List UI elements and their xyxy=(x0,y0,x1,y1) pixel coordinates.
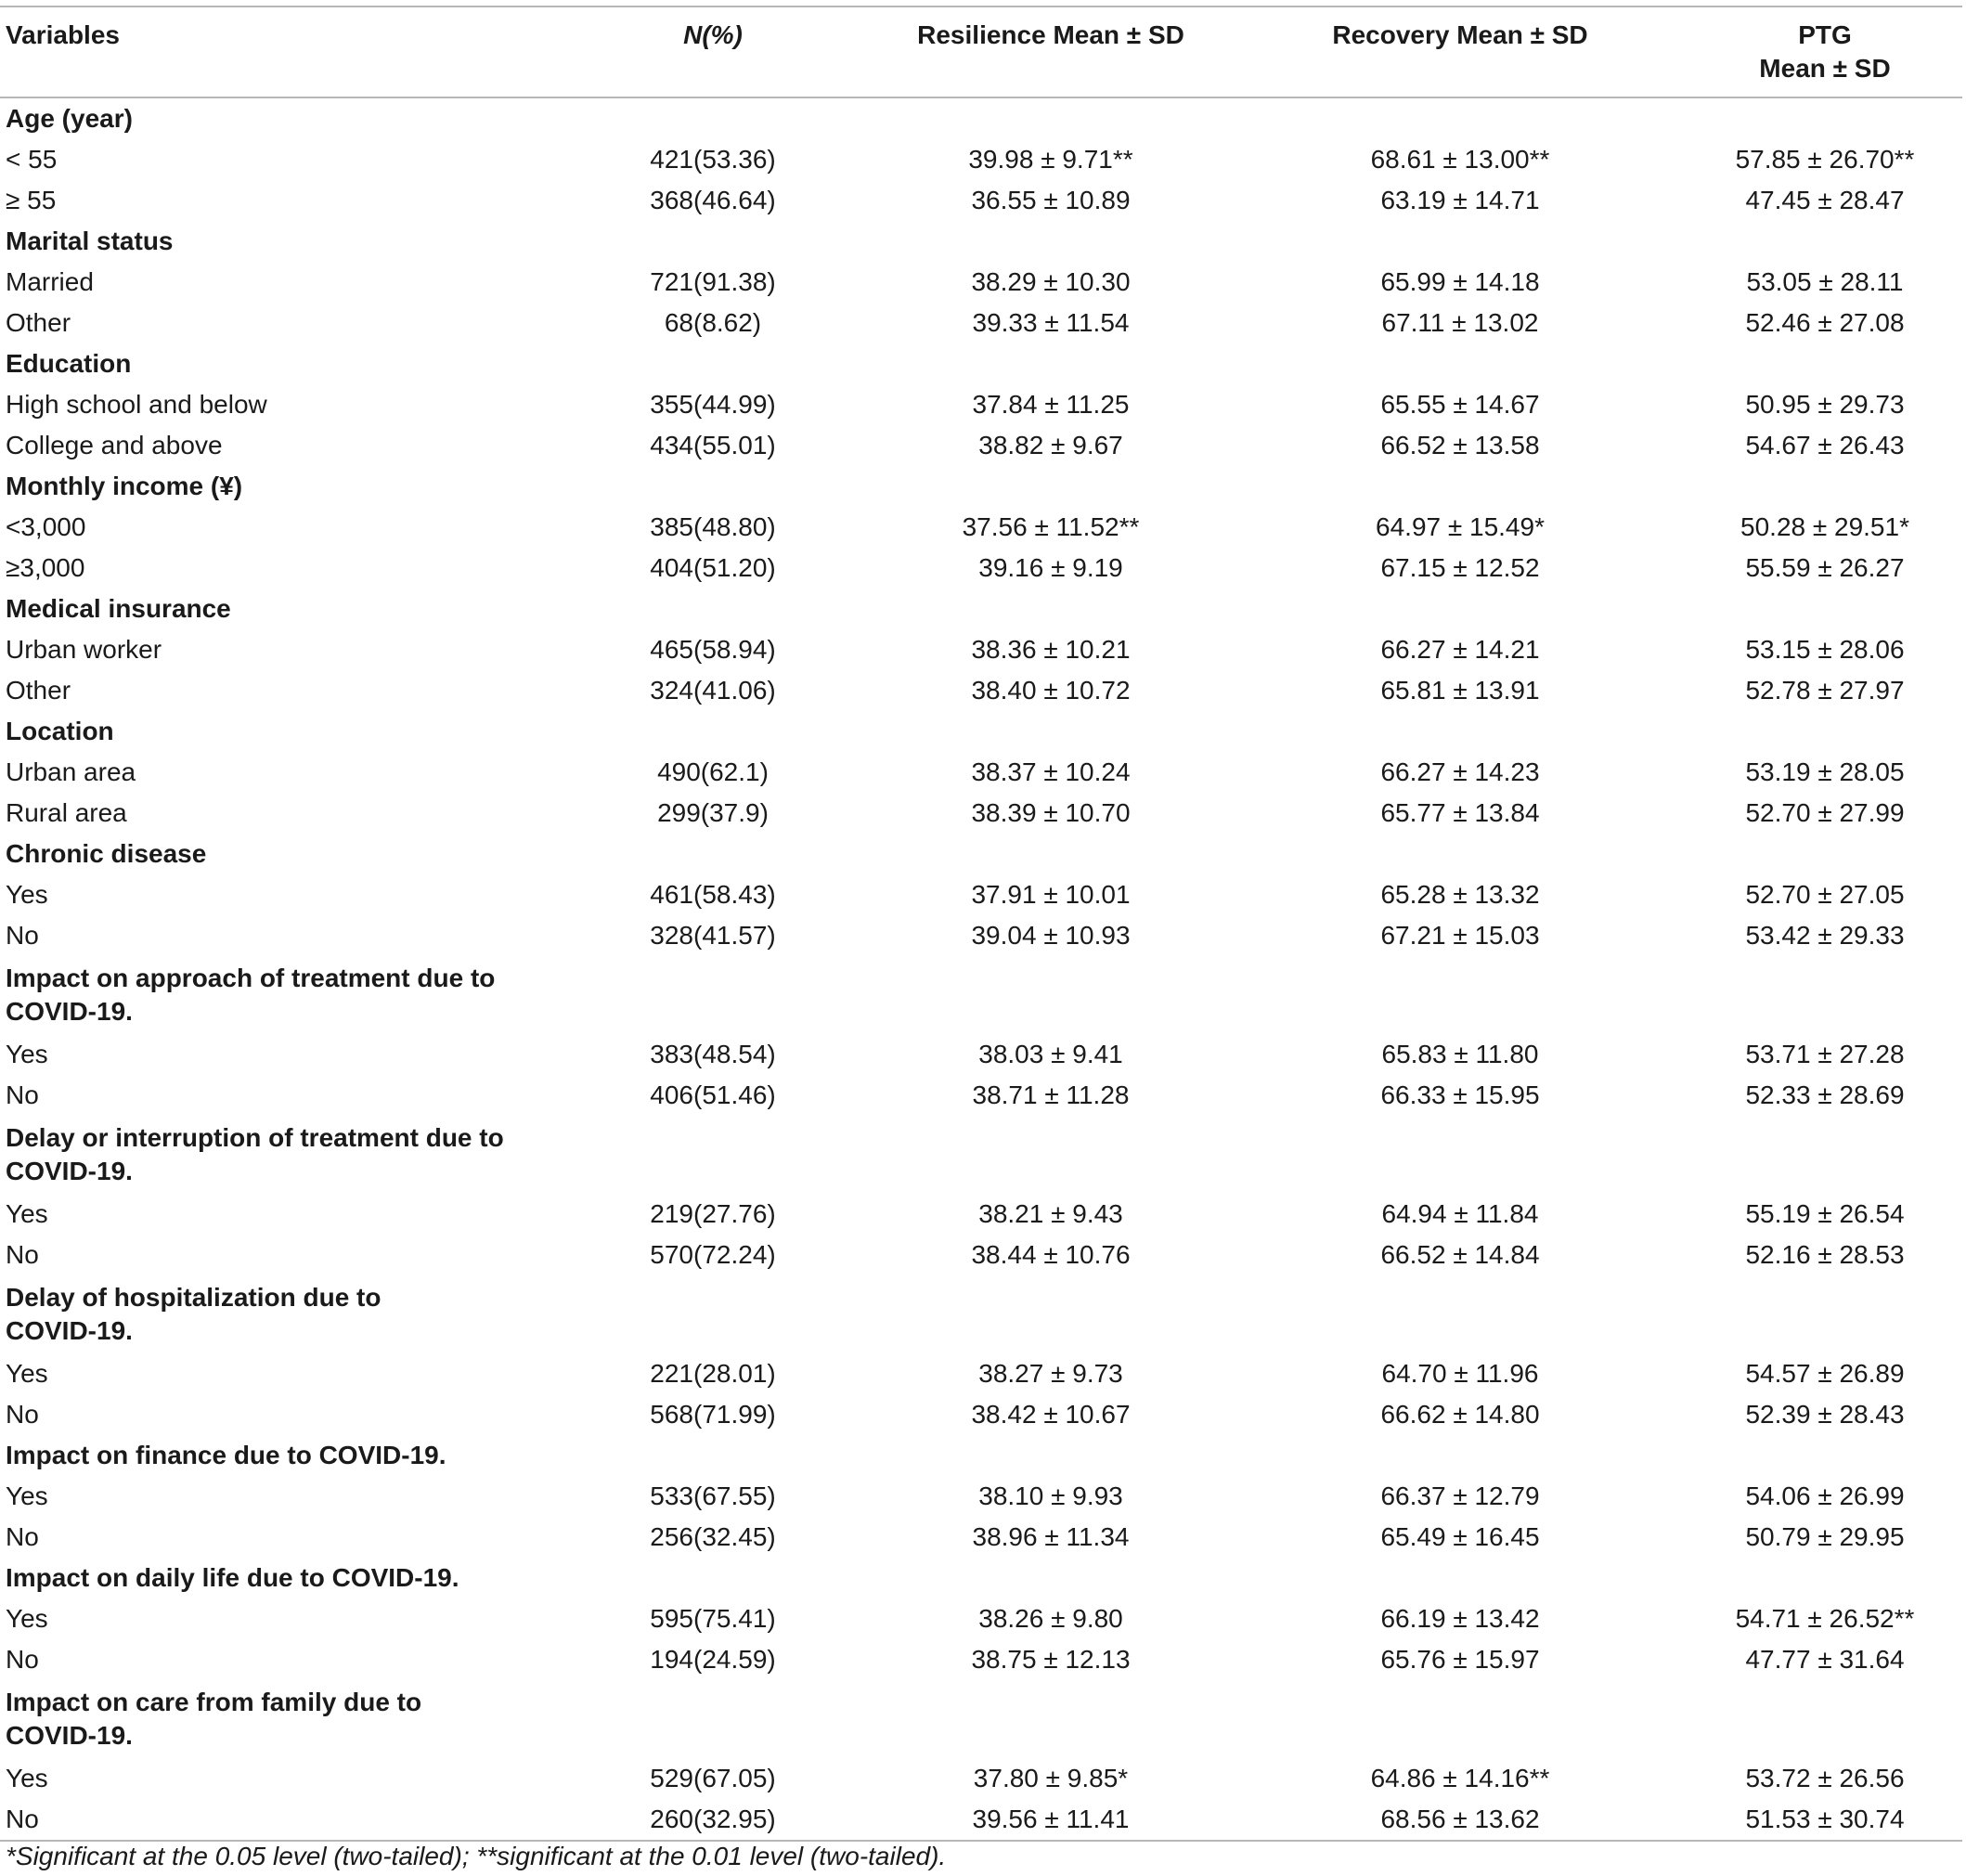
ptg-cell: 52.16 ± 28.53 xyxy=(1745,1240,1905,1269)
resilience-cell: 37.56 ± 11.52** xyxy=(962,512,1140,541)
header-resilience: Resilience Mean ± SD xyxy=(917,20,1184,49)
group-label-line: Age (year) xyxy=(6,104,133,133)
row-label: No xyxy=(6,1805,39,1833)
group-label xyxy=(0,97,557,139)
ptg-cell: 52.70 ± 27.05 xyxy=(1745,880,1905,909)
recovery-cell: 64.86 ± 14.16** xyxy=(1370,1764,1550,1792)
resilience-cell: 38.40 ± 10.72 xyxy=(971,676,1131,705)
table-row xyxy=(0,1758,1962,1799)
group-label xyxy=(0,1116,557,1194)
recovery-cell: 66.27 ± 14.21 xyxy=(1380,635,1540,664)
recovery-cell: 65.81 ± 13.91 xyxy=(1380,676,1540,705)
empty-cell xyxy=(869,1435,1233,1476)
recovery-cell: 65.83 ± 11.80 xyxy=(1381,1040,1539,1068)
empty-cell xyxy=(557,343,869,384)
n-percent-cell: 533(67.55) xyxy=(650,1481,776,1510)
row-label: ≥ 55 xyxy=(6,186,57,214)
group-label-line: Delay of hospitalization due to xyxy=(6,1283,382,1312)
ptg-cell: 53.19 ± 28.05 xyxy=(1745,757,1905,786)
ptg-cell: 57.85 ± 26.70** xyxy=(1735,145,1915,174)
recovery-cell: 65.99 ± 14.18 xyxy=(1380,267,1540,296)
group-label-line: Education xyxy=(6,349,132,378)
n-percent-cell: 256(32.45) xyxy=(650,1522,776,1551)
resilience-cell: 38.26 ± 9.80 xyxy=(978,1604,1123,1633)
empty-cell xyxy=(557,1435,869,1476)
recovery-cell: 65.76 ± 15.97 xyxy=(1380,1645,1540,1674)
empty-cell xyxy=(1233,466,1688,507)
group-label xyxy=(0,1558,557,1598)
row-label: Yes xyxy=(6,1040,48,1068)
empty-cell xyxy=(869,711,1233,752)
group-label-line: COVID-19. xyxy=(6,1157,133,1185)
ptg-cell: 50.95 ± 29.73 xyxy=(1745,390,1905,419)
n-percent-cell: 385(48.80) xyxy=(650,512,776,541)
resilience-cell: 39.04 ± 10.93 xyxy=(971,921,1131,950)
resilience-cell: 38.82 ± 9.67 xyxy=(978,431,1123,459)
group-header-row xyxy=(0,589,1962,629)
group-label-line: Chronic disease xyxy=(6,839,207,868)
table-row xyxy=(0,180,1962,221)
row-label: College and above xyxy=(6,431,223,459)
table-row xyxy=(0,1799,1962,1841)
resilience-cell: 38.29 ± 10.30 xyxy=(971,267,1131,296)
empty-cell xyxy=(1688,1275,1962,1353)
resilience-cell: 38.96 ± 11.34 xyxy=(972,1522,1130,1551)
empty-cell xyxy=(1688,221,1962,262)
table-row xyxy=(0,1034,1962,1075)
table-row xyxy=(0,1598,1962,1639)
ptg-cell: 55.59 ± 26.27 xyxy=(1745,553,1905,582)
ptg-cell: 52.33 ± 28.69 xyxy=(1745,1080,1905,1109)
header-row xyxy=(0,6,1962,97)
empty-cell xyxy=(557,711,869,752)
recovery-cell: 68.61 ± 13.00** xyxy=(1370,145,1550,174)
table-row xyxy=(0,1476,1962,1517)
empty-cell xyxy=(1688,834,1962,874)
table-row xyxy=(0,1517,1962,1558)
table-row xyxy=(0,139,1962,180)
empty-cell xyxy=(869,221,1233,262)
group-label xyxy=(0,466,557,507)
empty-cell xyxy=(557,1680,869,1758)
header-n: N(%) xyxy=(683,20,743,49)
header-ptg-line1: PTG xyxy=(1798,20,1852,49)
recovery-cell: 66.52 ± 13.58 xyxy=(1380,431,1540,459)
row-label: Yes xyxy=(6,880,48,909)
table-row xyxy=(0,1075,1962,1116)
table-row xyxy=(0,425,1962,466)
table-row xyxy=(0,507,1962,548)
group-label xyxy=(0,589,557,629)
header-ptg-line2: Mean ± SD xyxy=(1759,54,1891,83)
empty-cell xyxy=(869,1275,1233,1353)
group-header-row xyxy=(0,834,1962,874)
ptg-cell: 53.15 ± 28.06 xyxy=(1745,635,1905,664)
n-percent-cell: 383(48.54) xyxy=(650,1040,776,1068)
ptg-cell: 50.79 ± 29.95 xyxy=(1745,1522,1905,1551)
row-label: Married xyxy=(6,267,94,296)
group-label-line: COVID-19. xyxy=(6,1316,133,1345)
group-label-line: Impact on daily life due to COVID-19. xyxy=(6,1563,459,1592)
group-label-line: Medical insurance xyxy=(6,594,231,623)
resilience-cell: 39.16 ± 9.19 xyxy=(978,553,1123,582)
table-row xyxy=(0,1194,1962,1235)
group-label-line: Impact on care from family due to xyxy=(6,1688,422,1716)
empty-cell xyxy=(1233,1116,1688,1194)
empty-cell xyxy=(1233,343,1688,384)
group-header-row xyxy=(0,343,1962,384)
row-label: No xyxy=(6,1645,39,1674)
group-label xyxy=(0,956,557,1034)
empty-cell xyxy=(869,589,1233,629)
n-percent-cell: 68(8.62) xyxy=(664,308,762,337)
ptg-cell: 47.45 ± 28.47 xyxy=(1745,186,1905,214)
empty-cell xyxy=(869,1116,1233,1194)
table-row xyxy=(0,793,1962,834)
row-label: Urban worker xyxy=(6,635,162,664)
table-row xyxy=(0,262,1962,303)
row-label: <3,000 xyxy=(6,512,86,541)
group-label xyxy=(0,1680,557,1758)
n-percent-cell: 194(24.59) xyxy=(650,1645,776,1674)
ptg-cell: 53.05 ± 28.11 xyxy=(1746,267,1904,296)
n-percent-cell: 570(72.24) xyxy=(650,1240,776,1269)
table-row xyxy=(0,548,1962,589)
resilience-cell: 38.75 ± 12.13 xyxy=(971,1645,1131,1674)
table-footnote: *Significant at the 0.05 level (two-tailed); **significant at the 0.01 level (two-tailed). xyxy=(6,1842,947,1870)
header-recovery: Recovery Mean ± SD xyxy=(1332,20,1588,49)
recovery-cell: 66.37 ± 12.79 xyxy=(1380,1481,1540,1510)
n-percent-cell: 465(58.94) xyxy=(650,635,776,664)
empty-cell xyxy=(869,834,1233,874)
n-percent-cell: 355(44.99) xyxy=(650,390,776,419)
empty-cell xyxy=(1688,711,1962,752)
empty-cell xyxy=(1233,1435,1688,1476)
group-header-row xyxy=(0,956,1962,1034)
ptg-cell: 52.39 ± 28.43 xyxy=(1745,1400,1905,1429)
table-row xyxy=(0,629,1962,670)
row-label: No xyxy=(6,1240,39,1269)
n-percent-cell: 219(27.76) xyxy=(650,1199,776,1228)
recovery-cell: 65.28 ± 13.32 xyxy=(1380,880,1540,909)
empty-cell xyxy=(869,956,1233,1034)
n-percent-cell: 461(58.43) xyxy=(650,880,776,909)
empty-cell xyxy=(1233,834,1688,874)
resilience-cell: 38.42 ± 10.67 xyxy=(971,1400,1131,1429)
empty-cell xyxy=(1233,589,1688,629)
recovery-cell: 63.19 ± 14.71 xyxy=(1380,186,1540,214)
ptg-cell: 52.70 ± 27.99 xyxy=(1745,798,1905,827)
ptg-cell: 53.42 ± 29.33 xyxy=(1745,921,1905,950)
recovery-cell: 68.56 ± 13.62 xyxy=(1380,1805,1540,1833)
resilience-cell: 38.03 ± 9.41 xyxy=(978,1040,1123,1068)
row-label: Urban area xyxy=(6,757,136,786)
n-percent-cell: 529(67.05) xyxy=(650,1764,776,1792)
group-label xyxy=(0,343,557,384)
n-percent-cell: 721(91.38) xyxy=(650,267,776,296)
group-label-line: Monthly income (¥) xyxy=(6,472,243,500)
group-header-row xyxy=(0,711,1962,752)
resilience-cell: 39.33 ± 11.54 xyxy=(972,308,1130,337)
header-n-percent xyxy=(557,6,869,97)
n-percent-cell: 324(41.06) xyxy=(650,676,776,705)
n-percent-cell: 568(71.99) xyxy=(650,1400,776,1429)
empty-cell xyxy=(1233,221,1688,262)
group-label-line: Impact on approach of treatment due to xyxy=(6,964,496,992)
ptg-cell: 54.57 ± 26.89 xyxy=(1745,1359,1905,1388)
ptg-cell: 53.71 ± 27.28 xyxy=(1745,1040,1905,1068)
recovery-cell: 65.77 ± 13.84 xyxy=(1380,798,1540,827)
empty-cell xyxy=(1688,956,1962,1034)
row-label: No xyxy=(6,921,39,950)
empty-cell xyxy=(869,1680,1233,1758)
resilience-cell: 37.84 ± 11.25 xyxy=(972,390,1130,419)
table-body xyxy=(0,97,1962,1841)
group-label xyxy=(0,1275,557,1353)
empty-cell xyxy=(1688,1680,1962,1758)
resilience-cell: 38.27 ± 9.73 xyxy=(978,1359,1123,1388)
ptg-cell: 55.19 ± 26.54 xyxy=(1745,1199,1905,1228)
resilience-cell: 38.36 ± 10.21 xyxy=(971,635,1131,664)
row-label: High school and below xyxy=(6,390,267,419)
table-header xyxy=(0,6,1962,97)
row-label: Yes xyxy=(6,1359,48,1388)
row-label: Yes xyxy=(6,1199,48,1228)
ptg-cell: 51.53 ± 30.74 xyxy=(1745,1805,1905,1833)
n-percent-cell: 434(55.01) xyxy=(650,431,776,459)
ptg-cell: 54.06 ± 26.99 xyxy=(1745,1481,1905,1510)
empty-cell xyxy=(1233,1558,1688,1598)
ptg-cell: 53.72 ± 26.56 xyxy=(1745,1764,1905,1792)
recovery-cell: 66.27 ± 14.23 xyxy=(1380,757,1540,786)
group-label-line: Marital status xyxy=(6,226,174,255)
resilience-cell: 37.80 ± 9.85* xyxy=(973,1764,1129,1792)
ptg-cell: 47.77 ± 31.64 xyxy=(1745,1645,1905,1674)
empty-cell xyxy=(1688,97,1962,139)
recovery-cell: 65.49 ± 16.45 xyxy=(1380,1522,1540,1551)
resilience-cell: 37.91 ± 10.01 xyxy=(971,880,1131,909)
group-header-row xyxy=(0,1558,1962,1598)
empty-cell xyxy=(869,1558,1233,1598)
resilience-cell: 38.71 ± 11.28 xyxy=(972,1080,1130,1109)
group-header-row xyxy=(0,1435,1962,1476)
header-variables: Variables xyxy=(6,20,120,49)
n-percent-cell: 221(28.01) xyxy=(650,1359,776,1388)
row-label: ≥3,000 xyxy=(6,553,85,582)
empty-cell xyxy=(1233,97,1688,139)
empty-cell xyxy=(1688,1435,1962,1476)
group-label xyxy=(0,1435,557,1476)
resilience-cell: 39.98 ± 9.71** xyxy=(968,145,1133,174)
group-header-row xyxy=(0,97,1962,139)
recovery-cell: 67.11 ± 13.02 xyxy=(1381,308,1539,337)
recovery-cell: 66.33 ± 15.95 xyxy=(1380,1080,1540,1109)
table-row xyxy=(0,1235,1962,1275)
n-percent-cell: 328(41.57) xyxy=(650,921,776,950)
group-header-row xyxy=(0,1680,1962,1758)
group-header-row xyxy=(0,1275,1962,1353)
empty-cell xyxy=(869,343,1233,384)
recovery-cell: 67.15 ± 12.52 xyxy=(1380,553,1540,582)
row-label: No xyxy=(6,1400,39,1429)
recovery-cell: 66.19 ± 13.42 xyxy=(1380,1604,1540,1633)
group-label-line: Delay or interruption of treatment due to xyxy=(6,1123,504,1152)
recovery-cell: 67.21 ± 15.03 xyxy=(1380,921,1540,950)
resilience-cell: 38.44 ± 10.76 xyxy=(971,1240,1131,1269)
empty-cell xyxy=(1233,1275,1688,1353)
table-row xyxy=(0,384,1962,425)
table-row xyxy=(0,670,1962,711)
row-label: Yes xyxy=(6,1604,48,1633)
group-label-line: COVID-19. xyxy=(6,1721,133,1750)
recovery-cell: 66.62 ± 14.80 xyxy=(1380,1400,1540,1429)
empty-cell xyxy=(557,1558,869,1598)
row-label: Yes xyxy=(6,1481,48,1510)
ptg-cell: 54.67 ± 26.43 xyxy=(1745,431,1905,459)
empty-cell xyxy=(1688,343,1962,384)
table-row xyxy=(0,874,1962,915)
n-percent-cell: 490(62.1) xyxy=(657,757,769,786)
n-percent-cell: 368(46.64) xyxy=(650,186,776,214)
group-label-line: Impact on finance due to COVID-19. xyxy=(6,1441,446,1469)
table-row xyxy=(0,1639,1962,1680)
empty-cell xyxy=(1688,466,1962,507)
resilience-cell: 38.21 ± 9.43 xyxy=(978,1199,1123,1228)
empty-cell xyxy=(557,956,869,1034)
row-label: Yes xyxy=(6,1764,48,1792)
row-label: Other xyxy=(6,308,71,337)
empty-cell xyxy=(869,466,1233,507)
resilience-cell: 39.56 ± 11.41 xyxy=(972,1805,1130,1833)
n-percent-cell: 404(51.20) xyxy=(650,553,776,582)
empty-cell xyxy=(557,97,869,139)
row-label: Other xyxy=(6,676,71,705)
empty-cell xyxy=(1688,589,1962,629)
empty-cell xyxy=(557,589,869,629)
n-percent-cell: 299(37.9) xyxy=(657,798,769,827)
n-percent-cell: 595(75.41) xyxy=(650,1604,776,1633)
table-row xyxy=(0,303,1962,343)
empty-cell xyxy=(557,221,869,262)
table-row xyxy=(0,752,1962,793)
table-row xyxy=(0,1353,1962,1394)
empty-cell xyxy=(1233,1680,1688,1758)
resilience-cell: 38.10 ± 9.93 xyxy=(978,1481,1123,1510)
n-percent-cell: 260(32.95) xyxy=(650,1805,776,1833)
empty-cell xyxy=(1688,1116,1962,1194)
empty-cell xyxy=(557,466,869,507)
n-percent-cell: 406(51.46) xyxy=(650,1080,776,1109)
header-ptg xyxy=(1688,6,1962,97)
group-label-line: Location xyxy=(6,717,114,745)
empty-cell xyxy=(557,1116,869,1194)
recovery-cell: 64.94 ± 11.84 xyxy=(1381,1199,1539,1228)
group-label xyxy=(0,711,557,752)
group-header-row xyxy=(0,466,1962,507)
row-label: < 55 xyxy=(6,145,58,174)
resilience-cell: 38.37 ± 10.24 xyxy=(971,757,1131,786)
row-label: No xyxy=(6,1522,39,1551)
empty-cell xyxy=(1233,956,1688,1034)
row-label: Rural area xyxy=(6,798,127,827)
ptg-cell: 52.78 ± 27.97 xyxy=(1745,676,1905,705)
table-row xyxy=(0,1394,1962,1435)
ptg-cell: 52.46 ± 27.08 xyxy=(1745,308,1905,337)
group-label-line: COVID-19. xyxy=(6,997,133,1026)
ptg-cell: 54.71 ± 26.52** xyxy=(1735,1604,1915,1633)
resilience-cell: 38.39 ± 10.70 xyxy=(971,798,1131,827)
empty-cell xyxy=(1688,1558,1962,1598)
empty-cell xyxy=(557,1275,869,1353)
group-header-row xyxy=(0,221,1962,262)
group-label xyxy=(0,221,557,262)
n-percent-cell: 421(53.36) xyxy=(650,145,776,174)
empty-cell xyxy=(557,834,869,874)
empty-cell xyxy=(869,97,1233,139)
row-label: No xyxy=(6,1080,39,1109)
group-label xyxy=(0,834,557,874)
ptg-cell: 50.28 ± 29.51* xyxy=(1740,512,1909,541)
results-table xyxy=(0,6,1962,1842)
group-header-row xyxy=(0,1116,1962,1194)
recovery-cell: 65.55 ± 14.67 xyxy=(1380,390,1540,419)
resilience-cell: 36.55 ± 10.89 xyxy=(971,186,1131,214)
table-row xyxy=(0,915,1962,956)
recovery-cell: 64.70 ± 11.96 xyxy=(1381,1359,1539,1388)
recovery-cell: 64.97 ± 15.49* xyxy=(1376,512,1545,541)
recovery-cell: 66.52 ± 14.84 xyxy=(1380,1240,1540,1269)
empty-cell xyxy=(1233,711,1688,752)
